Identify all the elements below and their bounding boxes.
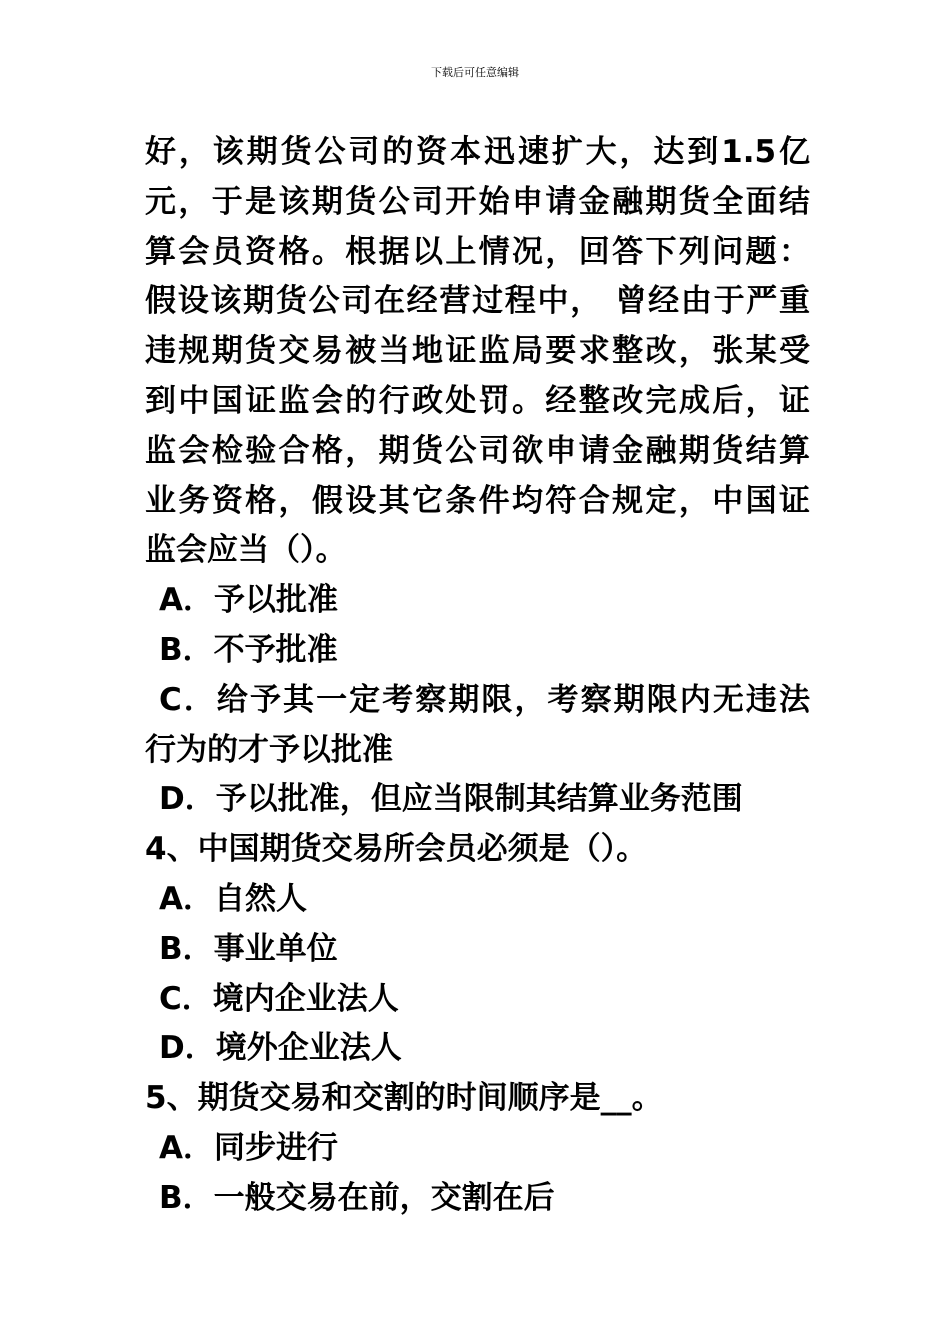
text-line: C．境内企业法人	[159, 980, 399, 1017]
text-line: 5、期货交易和交割的时间顺序是__。	[145, 1080, 663, 1117]
text-line: 4、中国期货交易所会员必须是（）。	[145, 831, 648, 868]
text-line: B．事业单位	[159, 930, 338, 967]
text-line: 算会员资格。根据以上情况，回答下列问题：	[145, 233, 810, 270]
text-line: 假设该期货公司在经营过程中， 曾经由于严重	[145, 283, 810, 320]
text-line: C．给予其一定考察期限，考察期限内无违法	[159, 681, 810, 718]
text-line: D．境外企业法人	[159, 1030, 402, 1067]
page-header: 下载后可任意编辑	[431, 66, 519, 79]
text-line: 监会应当（）。	[145, 532, 347, 569]
text-line: A．同步进行	[159, 1129, 338, 1166]
text-line: 行为的才予以批准	[145, 731, 393, 768]
text-line: 业务资格，假设其它条件均符合规定，中国证	[145, 482, 810, 519]
text-line: D．予以批准，但应当限制其结算业务范围	[159, 781, 743, 818]
text-line: A．自然人	[159, 880, 307, 917]
text-line: B．不予批准	[159, 631, 338, 668]
text-line: 违规期货交易被当地证监局要求整改，张某受	[145, 333, 810, 370]
text-line: 到中国证监会的行政处罚。经整改完成后，证	[145, 382, 810, 419]
text-line: A．予以批准	[159, 582, 338, 619]
text-line: 元，于是该期货公司开始申请金融期货全面结	[145, 183, 810, 220]
text-line: 监会检验合格，期货公司欲申请金融期货结算	[145, 432, 810, 469]
document-body	[145, 128, 810, 1224]
text-line: 好，该期货公司的资本迅速扩大，达到1.5亿	[145, 134, 810, 170]
text-line: B．一般交易在前，交割在后	[159, 1179, 555, 1216]
